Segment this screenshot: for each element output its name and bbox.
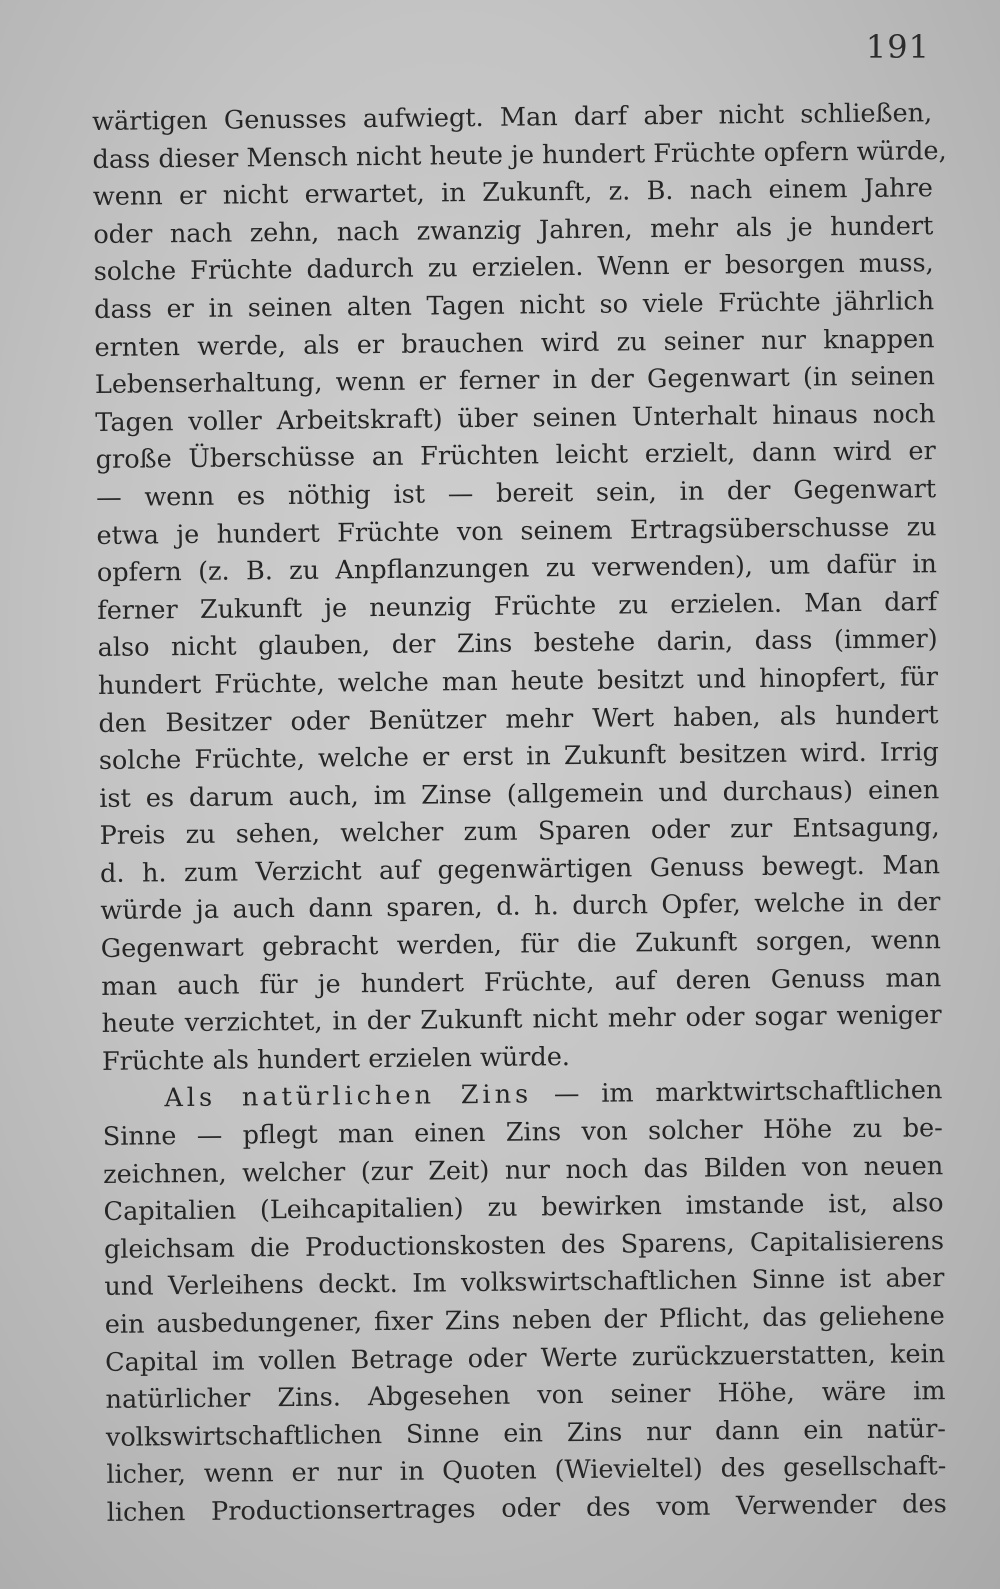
text-line: gleichsam die Productionskosten des Sparens, Capitalisierens	[103, 1225, 945, 1265]
text-line: etwa je hundert Früchte von seinem Ertragsüberschusse zu	[96, 511, 937, 551]
text-line: ferner Zukunft je neunzig Früchte zu erzielen. Man darf	[97, 586, 938, 626]
text-line: würde ja auch dann sparen, d. h. durch Opfer, welche in der	[100, 887, 941, 927]
text-line: Tagen voller Arbeitskraft) über seinen Unterhalt hinaus noch	[95, 398, 936, 438]
emphasized-term: Als natürlichen Zins	[164, 1079, 533, 1114]
text-line: solche Früchte, welche er erst in Zukunft besitzen wird. Irrig	[98, 737, 939, 777]
text-line: opfern (z. B. zu Anpflanzungen zu verwenden), um dafür in	[96, 549, 938, 589]
text-line: man auch für je hundert Früchte, auf deren Genuss man	[101, 962, 942, 1002]
text-line: Lebenserhaltung, wenn er ferner in der Gegenwart (in seinen	[94, 361, 936, 401]
text-line: den Besitzer oder Benützer mehr Wert haben, als hundert	[98, 699, 939, 739]
text-line: ernten werde, als er brauchen wird zu seiner nur knappen	[94, 323, 935, 363]
paragraph-2	[102, 1073, 947, 1533]
text-line: natürlicher Zins. Abgesehen von seiner Höhe, wäre im	[105, 1376, 946, 1416]
body-text	[92, 95, 947, 1532]
paragraph-1	[92, 95, 947, 1081]
text-line: also nicht glauben, der Zins bestehe darin, dass (immer)	[97, 624, 938, 664]
text-line: volkswirtschaftlichen Sinne ein Zins nur dann ein natür-	[105, 1413, 947, 1453]
text-line: solche Früchte dadurch zu erzielen. Wenn er besorgen muss,	[93, 248, 934, 288]
text-line: ein ausbedungener, fixer Zins neben der Pflicht, das geliehene	[104, 1301, 945, 1340]
text-line: wärtigen Genusses aufwiegt. Man darf aber nicht schließen,	[92, 98, 933, 137]
text-line: Gegenwart gebracht werden, für die Zukunft sorgen, wenn	[100, 925, 941, 965]
text-line: lichen Productionsertrages oder des vom Verwender des	[106, 1489, 947, 1528]
text-line: große Überschüsse an Früchten leicht erzielt, dann wird er	[95, 436, 936, 476]
text-line: Früchte als hundert erzielen würde.	[101, 1041, 571, 1077]
text-line: Capitalien (Leihcapitalien) zu bewirken imstande ist, also	[103, 1188, 944, 1228]
text-line: Preis zu sehen, welcher zum Sparen oder zur Entsagung,	[99, 812, 940, 852]
text-line: dass dieser Mensch nicht heute je hundert Früchte opfern würde,	[92, 135, 947, 175]
text-line: Sinne — pflegt man einen Zins von solcher Höhe zu be-	[102, 1113, 943, 1152]
text-segment: — im marktwirtschaftlichen	[531, 1075, 943, 1110]
text-line: oder nach zehn, nach zwanzig Jahren, mehr als je hundert	[93, 210, 934, 250]
text-line: dass er in seinen alten Tagen nicht so viele Früchte jährlich	[93, 286, 935, 325]
text-line: zeichnen, welcher (zur Zeit) nur noch das Bilden von neuen	[103, 1150, 944, 1190]
text-line: und Verleihens deckt. Im volkswirtschaftlichen Sinne ist aber	[104, 1263, 945, 1303]
text-line: licher, wenn er nur in Quoten (Wievieltel) des gesellschaft-	[106, 1451, 947, 1491]
text-line: hundert Früchte, welche man heute besitzt und hinopfert, für	[97, 662, 939, 701]
text-line: — wenn es nöthig ist — bereit sein, in der Gegenwart	[95, 474, 937, 513]
text-line: ist es darum auch, im Zinse (allgemein und durchaus) einen	[99, 774, 940, 814]
page-number: 191	[865, 28, 930, 66]
text-line: Capital im vollen Betrage oder Werte zurückzuerstatten, kein	[105, 1338, 946, 1378]
text-line: heute verzichtet, in der Zukunft nicht mehr oder sogar weniger	[101, 1000, 942, 1040]
text-line: d. h. zum Verzicht auf gegenwärtigen Genuss bewegt. Man	[99, 850, 941, 889]
text-line: wenn er nicht erwartet, in Zukunft, z. B. nach einem Jahre	[92, 173, 934, 213]
